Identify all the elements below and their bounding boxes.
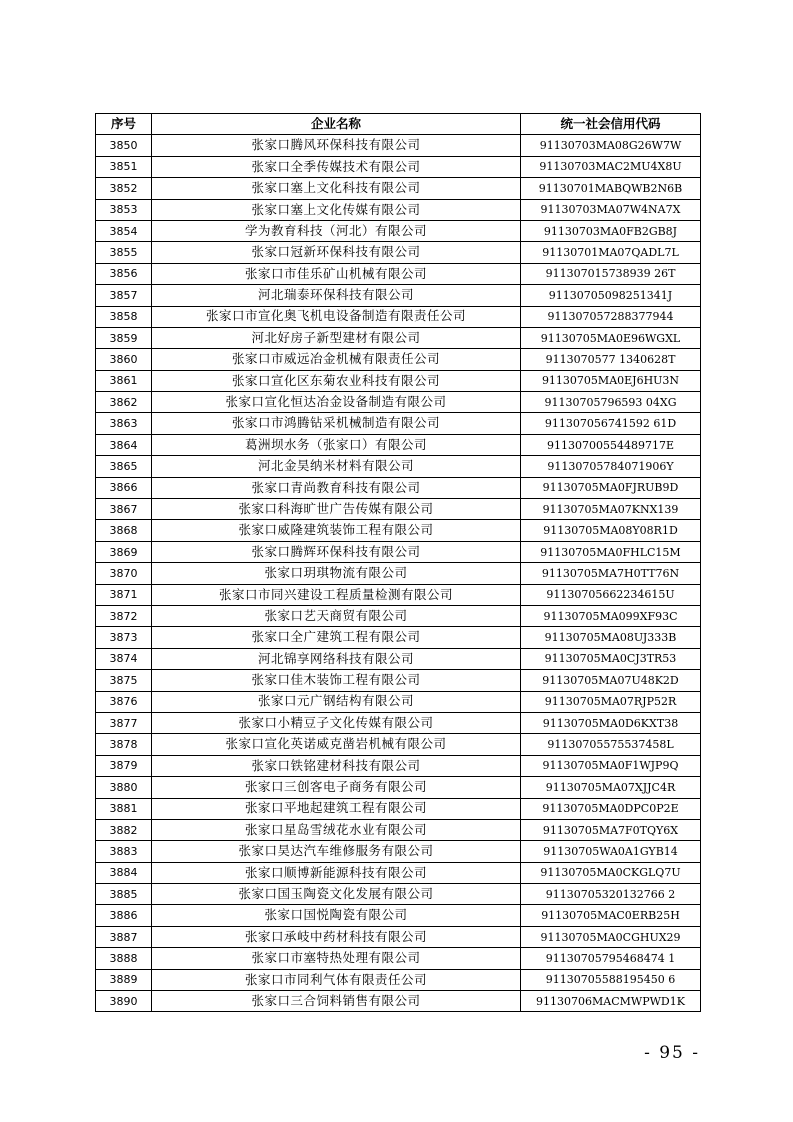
table-row: [96, 392, 701, 413]
table-row: [96, 948, 701, 969]
row-index: 3865: [96, 456, 152, 477]
row-company-name: 张家口三创客电子商务有限公司: [152, 777, 521, 798]
row-credit-code: 91130703MA07W4NA7X: [521, 199, 701, 220]
table-header-row: [96, 114, 701, 135]
row-company-name: 河北瑞泰环保科技有限公司: [152, 285, 521, 306]
row-index: 3871: [96, 584, 152, 605]
row-company-name: 张家口科海旷世广告传媒有限公司: [152, 499, 521, 520]
row-index: 3859: [96, 327, 152, 348]
row-index: 3854: [96, 220, 152, 241]
table-row: [96, 798, 701, 819]
row-credit-code: 91130705MA07KNX139: [521, 499, 701, 520]
row-company-name: 张家口全季传媒技术有限公司: [152, 156, 521, 177]
row-index: 3868: [96, 520, 152, 541]
table-row: [96, 499, 701, 520]
table-row: [96, 563, 701, 584]
table-row: [96, 520, 701, 541]
row-company-name: 学为教育科技（河北）有限公司: [152, 220, 521, 241]
table-row: [96, 777, 701, 798]
table-body: [96, 135, 701, 1012]
table-row: [96, 712, 701, 733]
row-company-name: 张家口市威远冶金机械有限责任公司: [152, 349, 521, 370]
row-credit-code: 91130705795468474 1: [521, 948, 701, 969]
row-credit-code: 91130705MA0CJ3TR53: [521, 648, 701, 669]
row-index: 3863: [96, 413, 152, 434]
table-row: [96, 178, 701, 199]
row-credit-code: 91130705WA0A1GYB14: [521, 841, 701, 862]
row-index: 3864: [96, 434, 152, 455]
row-index: 3853: [96, 199, 152, 220]
row-index: 3879: [96, 755, 152, 776]
table-row: [96, 969, 701, 990]
row-credit-code: 91130703MA08G26W7W: [521, 135, 701, 156]
row-credit-code: 91130705588195450 6: [521, 969, 701, 990]
row-index: 3855: [96, 242, 152, 263]
row-credit-code: 91130701MA07QADL7L: [521, 242, 701, 263]
row-credit-code: 91130705MA0CKGLQ7U: [521, 862, 701, 883]
row-company-name: 张家口星岛雪绒花水业有限公司: [152, 819, 521, 840]
row-company-name: 张家口市塞特热处理有限公司: [152, 948, 521, 969]
row-credit-code: 91130705MA7F0TQY6X: [521, 819, 701, 840]
row-company-name: 张家口承岐中药材科技有限公司: [152, 926, 521, 947]
row-index: 3882: [96, 819, 152, 840]
table-row: [96, 199, 701, 220]
row-index: 3885: [96, 884, 152, 905]
row-company-name: 张家口市鸿腾钻采机械制造有限公司: [152, 413, 521, 434]
row-credit-code: 91130705662234615U: [521, 584, 701, 605]
header-code: 统一社会信用代码: [521, 114, 701, 135]
row-company-name: 张家口艺天商贸有限公司: [152, 605, 521, 626]
row-credit-code: 911307015738939 26T: [521, 263, 701, 284]
row-company-name: 张家口三合饲料销售有限公司: [152, 991, 521, 1012]
row-company-name: 张家口市同利气体有限责任公司: [152, 969, 521, 990]
row-credit-code: 91130705MA0FJRUB9D: [521, 477, 701, 498]
row-company-name: 葛洲坝水务（张家口）有限公司: [152, 434, 521, 455]
row-company-name: 张家口玥琪物流有限公司: [152, 563, 521, 584]
row-company-name: 河北锦享网络科技有限公司: [152, 648, 521, 669]
row-credit-code: 91130705MA0E96WGXL: [521, 327, 701, 348]
row-index: 3888: [96, 948, 152, 969]
row-index: 3860: [96, 349, 152, 370]
table-row: [96, 349, 701, 370]
row-index: 3851: [96, 156, 152, 177]
row-index: 3870: [96, 563, 152, 584]
row-company-name: 张家口塞上文化传媒有限公司: [152, 199, 521, 220]
row-credit-code: 91130705MA08Y08R1D: [521, 520, 701, 541]
row-credit-code: 91130705MA07U48K2D: [521, 670, 701, 691]
row-index: 3872: [96, 605, 152, 626]
enterprise-table: [95, 113, 701, 1012]
row-index: 3857: [96, 285, 152, 306]
row-index: 3866: [96, 477, 152, 498]
row-index: 3874: [96, 648, 152, 669]
row-credit-code: 91130705784071906Y: [521, 456, 701, 477]
table-row: [96, 991, 701, 1012]
row-company-name: 河北金昊纳米材料有限公司: [152, 456, 521, 477]
row-company-name: 张家口顺博新能源科技有限公司: [152, 862, 521, 883]
row-credit-code: 91130703MA0FB2GB8J: [521, 220, 701, 241]
row-company-name: 张家口冠新环保科技有限公司: [152, 242, 521, 263]
row-credit-code: 91130705MA08UJ333B: [521, 627, 701, 648]
row-index: 3873: [96, 627, 152, 648]
row-company-name: 张家口宣化区东菊农业科技有限公司: [152, 370, 521, 391]
row-credit-code: 91130706MACMWPWD1K: [521, 991, 701, 1012]
row-company-name: 张家口元广钢结构有限公司: [152, 691, 521, 712]
table-row: [96, 327, 701, 348]
row-credit-code: 91130705MA7H0TT76N: [521, 563, 701, 584]
enterprise-table-container: [95, 113, 700, 1012]
table-row: [96, 691, 701, 712]
row-credit-code: 91130705796593 04XG: [521, 392, 701, 413]
row-credit-code: 91130705575537458L: [521, 734, 701, 755]
row-index: 3880: [96, 777, 152, 798]
row-index: 3877: [96, 712, 152, 733]
row-credit-code: 911307057288377944: [521, 306, 701, 327]
row-index: 3861: [96, 370, 152, 391]
row-credit-code: 91130705098251341J: [521, 285, 701, 306]
row-credit-code: 91130701MABQWB2N6B: [521, 178, 701, 199]
row-index: 3856: [96, 263, 152, 284]
table-row: [96, 605, 701, 626]
row-index: 3878: [96, 734, 152, 755]
row-index: 3886: [96, 905, 152, 926]
table-row: [96, 263, 701, 284]
table-row: [96, 734, 701, 755]
page-number: - 95 -: [644, 1043, 700, 1063]
row-credit-code: 91130705MA0CGHUX29: [521, 926, 701, 947]
row-credit-code: 91130705MA099XF93C: [521, 605, 701, 626]
row-credit-code: 91130705MA07XJJC4R: [521, 777, 701, 798]
table-row: [96, 841, 701, 862]
row-company-name: 张家口铁铭建材科技有限公司: [152, 755, 521, 776]
row-index: 3883: [96, 841, 152, 862]
row-company-name: 张家口腾辉环保科技有限公司: [152, 541, 521, 562]
row-index: 3881: [96, 798, 152, 819]
row-credit-code: 91130705MA0FHLC15M: [521, 541, 701, 562]
row-index: 3850: [96, 135, 152, 156]
row-company-name: 张家口佳木装饰工程有限公司: [152, 670, 521, 691]
row-credit-code: 91130700554489717E: [521, 434, 701, 455]
row-index: 3858: [96, 306, 152, 327]
row-index: 3852: [96, 178, 152, 199]
row-credit-code: 911307056741592 61D: [521, 413, 701, 434]
row-company-name: 张家口青尚教育科技有限公司: [152, 477, 521, 498]
row-index: 3887: [96, 926, 152, 947]
row-credit-code: 91130705MA07RJP52R: [521, 691, 701, 712]
table-row: [96, 477, 701, 498]
table-row: [96, 156, 701, 177]
row-credit-code: 91130705MA0F1WJP9Q: [521, 755, 701, 776]
table-row: [96, 819, 701, 840]
row-index: 3890: [96, 991, 152, 1012]
row-credit-code: 91130705320132766 2: [521, 884, 701, 905]
row-index: 3876: [96, 691, 152, 712]
row-index: 3889: [96, 969, 152, 990]
table-row: [96, 285, 701, 306]
row-company-name: 河北好房子新型建材有限公司: [152, 327, 521, 348]
table-row: [96, 584, 701, 605]
table-row: [96, 905, 701, 926]
row-company-name: 张家口宣化英诺威克凿岩机械有限公司: [152, 734, 521, 755]
table-row: [96, 413, 701, 434]
row-index: 3884: [96, 862, 152, 883]
table-row: [96, 370, 701, 391]
row-company-name: 张家口昊达汽车维修服务有限公司: [152, 841, 521, 862]
row-credit-code: 91130705MA0EJ6HU3N: [521, 370, 701, 391]
row-credit-code: 91130705MA0D6KXT38: [521, 712, 701, 733]
row-index: 3862: [96, 392, 152, 413]
row-credit-code: 91130705MAC0ERB25H: [521, 905, 701, 926]
row-company-name: 张家口市宣化奥飞机电设备制造有限责任公司: [152, 306, 521, 327]
table-row: [96, 648, 701, 669]
row-company-name: 张家口平地起建筑工程有限公司: [152, 798, 521, 819]
row-company-name: 张家口塞上文化科技有限公司: [152, 178, 521, 199]
row-company-name: 张家口市佳乐矿山机械有限公司: [152, 263, 521, 284]
row-company-name: 张家口小精豆子文化传媒有限公司: [152, 712, 521, 733]
table-row: [96, 220, 701, 241]
row-index: 3875: [96, 670, 152, 691]
row-credit-code: 9113070577 1340628T: [521, 349, 701, 370]
table-row: [96, 755, 701, 776]
row-credit-code: 91130703MAC2MU4X8U: [521, 156, 701, 177]
row-index: 3867: [96, 499, 152, 520]
row-index: 3869: [96, 541, 152, 562]
table-row: [96, 627, 701, 648]
table-row: [96, 670, 701, 691]
header-index: 序号: [96, 114, 152, 135]
row-company-name: 张家口国悦陶瓷有限公司: [152, 905, 521, 926]
table-row: [96, 862, 701, 883]
row-company-name: 张家口腾风环保科技有限公司: [152, 135, 521, 156]
row-company-name: 张家口宣化恒达冶金设备制造有限公司: [152, 392, 521, 413]
row-company-name: 张家口国玉陶瓷文化发展有限公司: [152, 884, 521, 905]
row-company-name: 张家口全广建筑工程有限公司: [152, 627, 521, 648]
row-company-name: 张家口威隆建筑装饰工程有限公司: [152, 520, 521, 541]
table-row: [96, 926, 701, 947]
table-row: [96, 242, 701, 263]
table-row: [96, 135, 701, 156]
table-row: [96, 456, 701, 477]
table-row: [96, 306, 701, 327]
table-row: [96, 884, 701, 905]
row-company-name: 张家口市同兴建设工程质量检测有限公司: [152, 584, 521, 605]
header-name: 企业名称: [152, 114, 521, 135]
table-row: [96, 434, 701, 455]
table-row: [96, 541, 701, 562]
row-credit-code: 91130705MA0DPC0P2E: [521, 798, 701, 819]
